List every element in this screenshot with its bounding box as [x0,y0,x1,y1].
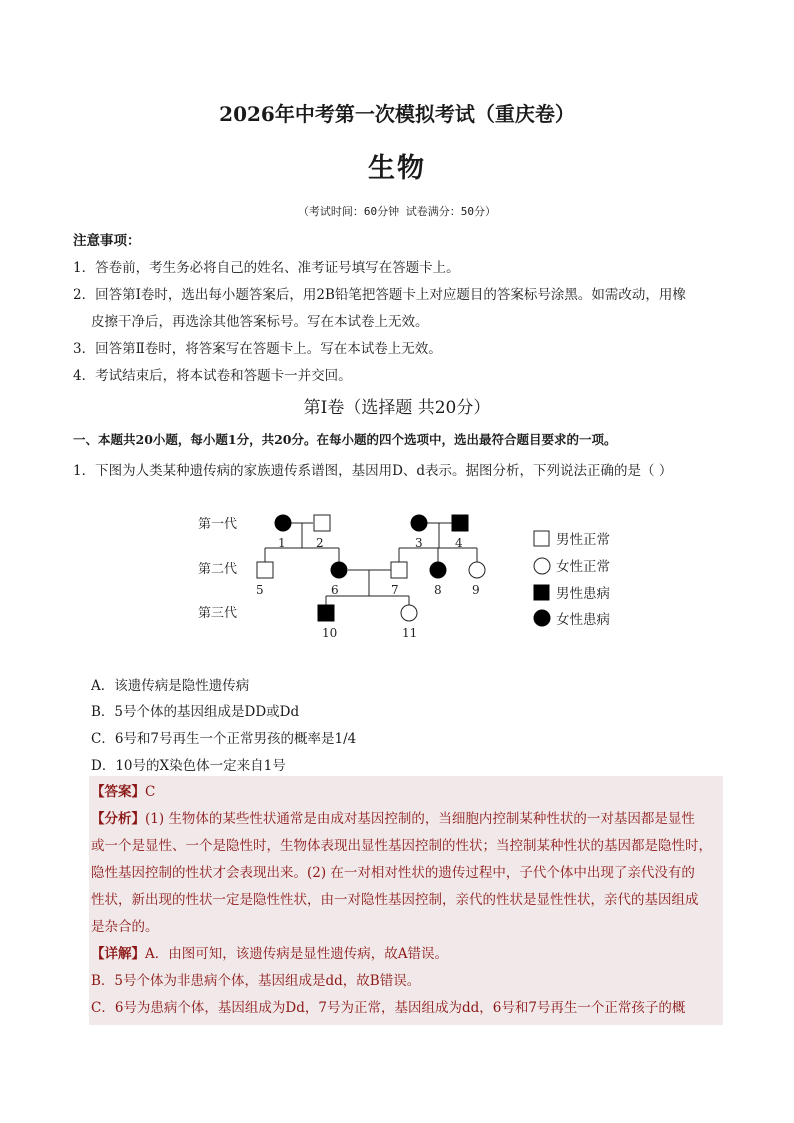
analysis-text: 是杂合的。 [91,919,159,935]
legend-label: 男性患病 [556,586,610,602]
generation-label: 第二代 [198,562,238,577]
individual-4 [452,515,468,531]
analysis-label: 【分析】 [91,811,145,827]
analysis-text: 隐性基因控制的性状才会表现出来。(2) 在一对相对性状的遗传过程中，子代个体中出现了亲代没有的 [91,865,695,881]
individual-7 [391,562,407,578]
exam-title: 2026年中考第一次模拟考试（重庆卷） [219,102,575,126]
note-item: 4．考试结束后，将本试卷和答题卡一并交回。 [73,368,352,384]
individual-8 [430,562,446,578]
individual-number: 8 [434,583,442,597]
answer-label: 【答案】 [91,784,145,800]
individual-5 [257,562,273,578]
individual-number: 7 [391,583,399,597]
individual-number: 1 [278,536,286,550]
note-item: 3．回答第Ⅱ卷时，将答案写在答题卡上。写在本试卷上无效。 [73,341,442,357]
detail-text: A．由图可知，该遗传病是显性遗传病，故A错误。 [145,946,448,962]
answer-line [91,780,155,800]
individual-number: 5 [256,583,264,597]
detail-line [91,942,448,962]
detail-label: 【详解】 [91,946,145,962]
individual-number: 6 [331,583,339,597]
analysis-line [91,807,695,827]
individual-10 [318,605,334,621]
option-a: A．该遗传病是隐性遗传病 [91,678,250,694]
legend-affected-male-icon [534,585,549,600]
option-d: D．10号的X染色体一定来自1号 [91,758,286,774]
individual-9 [469,562,485,578]
note-item: 2．回答第Ⅰ卷时，选出每小题答案后，用2B铅笔把答题卡上对应题目的答案标号涂黑。如需改动，用橡 [73,287,686,303]
individual-2 [314,515,330,531]
section-instruction: 一、本题共20小题，每小题1分，共20分。在每小题的四个选项中，选出最符合题目要求的一项。 [73,432,617,447]
answer-value: C [145,784,156,800]
note-item: 1．答卷前，考生务必将自己的姓名、准考证号填写在答题卡上。 [73,260,460,276]
analysis-text: 性状，新出现的性状一定是隐性性状，由一对隐性基因控制，亲代的性状是显性性状，亲代的基因组成 [91,892,699,908]
individual-number: 4 [455,536,463,550]
detail-text: C．6号为患病个体，基因组成为Dd，7号为正常，基因组成为dd，6号和7号再生一个正常孩子的概 [91,1000,686,1016]
note-item: 皮擦干净后，再选涂其他答案标号。写在本试卷上无效。 [91,314,429,330]
individual-number: 9 [472,583,480,597]
legend-label: 女性正常 [556,559,610,575]
option-c: C．6号和7号再生一个正常男孩的概率是1/4 [91,731,357,747]
individual-6 [331,562,347,578]
notes-heading: 注意事项： [73,233,141,249]
individual-number: 3 [415,536,423,550]
individual-3 [411,515,427,531]
legend-normal-male-icon [534,531,549,546]
generation-label: 第一代 [198,517,238,532]
question-stem: 1．下图为人类某种遗传病的家族遗传系谱图，基因用D、d表示。据图分析，下列说法正确的是（ ） [73,463,673,479]
subject-title: 生物 [368,153,426,184]
legend-affected-female-icon [534,610,550,626]
individual-number: 11 [402,626,418,640]
individual-number: 2 [316,536,324,550]
section-title: 第Ⅰ卷（选择题 共20分） [303,398,491,418]
analysis-text: (1) 生物体的某些性状通常是由成对基因控制的，当细胞内控制某种性状的一对基因都是显性 [145,811,695,827]
option-b: B．5号个体的基因组成是DD或Dd [91,704,300,720]
analysis-text: 或一个是显性、一个是隐性时，生物体表现出显性基因控制的性状；当控制某种性状的基因都是隐性时， [91,838,712,854]
detail-text: B．5号个体为非患病个体，基因组成是dd，故B错误。 [91,973,421,989]
generation-label: 第三代 [198,606,238,621]
individual-1 [275,515,291,531]
individual-number: 10 [322,626,338,640]
individual-11 [401,605,417,621]
exam-info: （考试时间：60分钟 试卷满分：50分） [297,205,497,218]
legend-normal-female-icon [534,558,550,574]
legend-label: 男性正常 [556,532,610,548]
legend-label: 女性患病 [556,612,610,628]
